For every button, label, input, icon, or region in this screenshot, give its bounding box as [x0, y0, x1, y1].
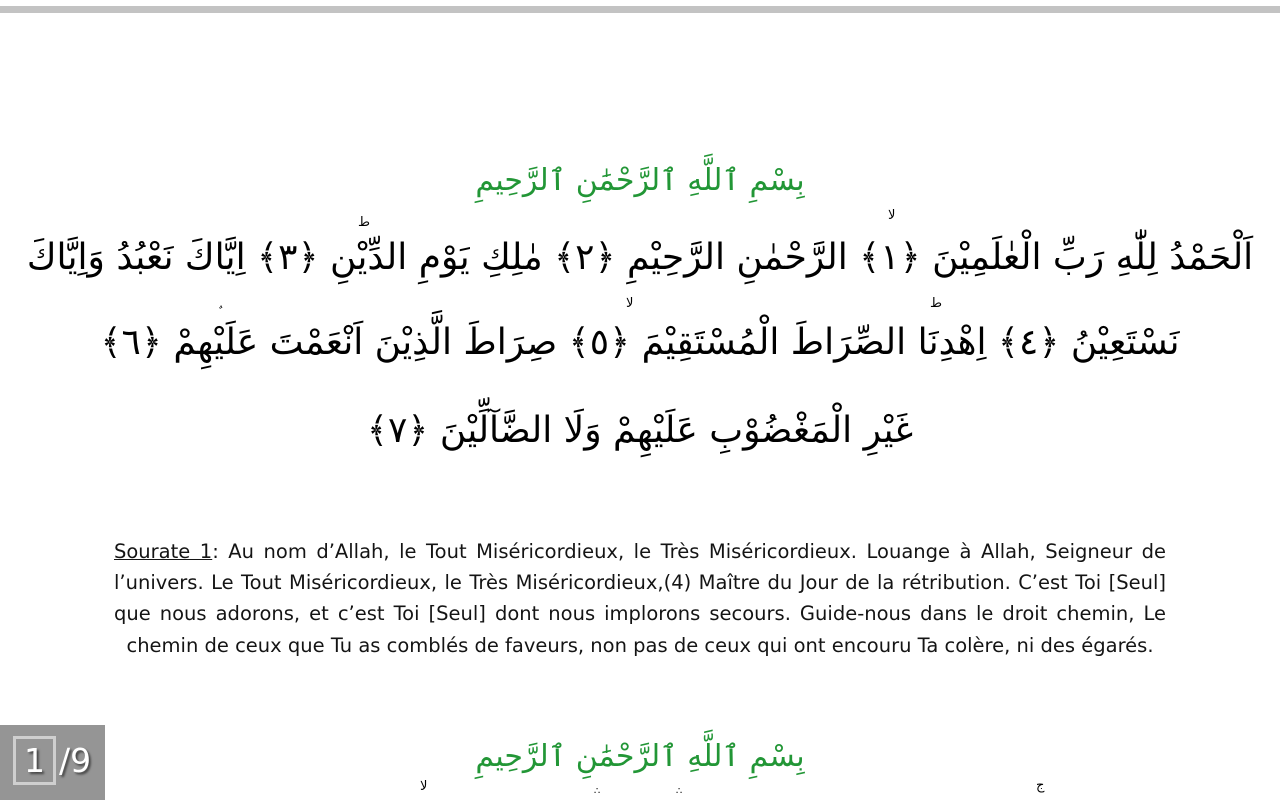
waqf-mark: لا [888, 208, 896, 223]
waqf-mark: ط [358, 215, 371, 230]
translation-text: : Au nom d’Allah, le Tout Miséricordieux, le Très Miséricordieux. Louange à Allah, Seigneur de l’univers. Le Tout Miséricordieux, le Très Miséricordieux,(4) Maître du Jour de la rétribution. C’est Toi [Seul] que nous adorons, et c’est Toi [Seul] dont nous implorons secours. Guide-nous dans le droit chemin, Le chemin de ceux que Tu as comblés de faveurs, non pas de ceux qui ont encouru Ta colère, ni des égarés. [114, 539, 1166, 657]
clipped-glyph: ج [1036, 778, 1045, 793]
clipped-glyph: لا [420, 779, 428, 794]
waqf-mark: ط [930, 296, 943, 311]
waqf-mark: لا [626, 296, 634, 311]
basmala-header: بِسْمِ ٱللَّهِ ٱلرَّحْمَٰنِ ٱلرَّحِيمِ [475, 163, 805, 198]
sourate-label: Sourate 1 [114, 539, 213, 563]
translation-paragraph [114, 536, 1166, 662]
arabic-verse-line-3: غَيْرِ الْمَغْضُوْبِ عَلَيْهِمْ وَلَا الضَّآلِّيْنَ ﴿٧﴾ [366, 410, 914, 451]
top-scroll-indicator [0, 6, 1280, 13]
clipped-glyph: ∴ [594, 786, 601, 797]
current-page-box[interactable]: 1 [13, 736, 56, 785]
page-number-badge[interactable] [0, 725, 105, 800]
arabic-verse-line-1: اَلْحَمْدُ لِلّٰهِ رَبِّ الْعٰلَمِيْنَ ﴿١﴾ الرَّحْمٰنِ الرَّحِيْمِ ﴿٢﴾ مٰلِكِ يَوْمِ الدِّيْنِ ﴿٣﴾ اِيَّاكَ نَعْبُدُ وَاِيَّاكَ [26, 237, 1254, 278]
total-pages-label: /9 [59, 741, 92, 780]
arabic-verse-line-2: نَسْتَعِيْنُ ﴿٤﴾ اِهْدِنَا الصِّرَاطَ الْمُسْتَقِيْمَ ﴿٥﴾ صِرَاطَ الَّذِيْنَ اَنْعَمْتَ عَلَيْهِمْ ﴿٦﴾ [100, 322, 1180, 363]
clipped-glyph: ∴ [676, 786, 683, 797]
next-surah-basmala-header: بِسْمِ ٱللَّهِ ٱلرَّحْمَٰنِ ٱلرَّحِيمِ [475, 739, 805, 774]
